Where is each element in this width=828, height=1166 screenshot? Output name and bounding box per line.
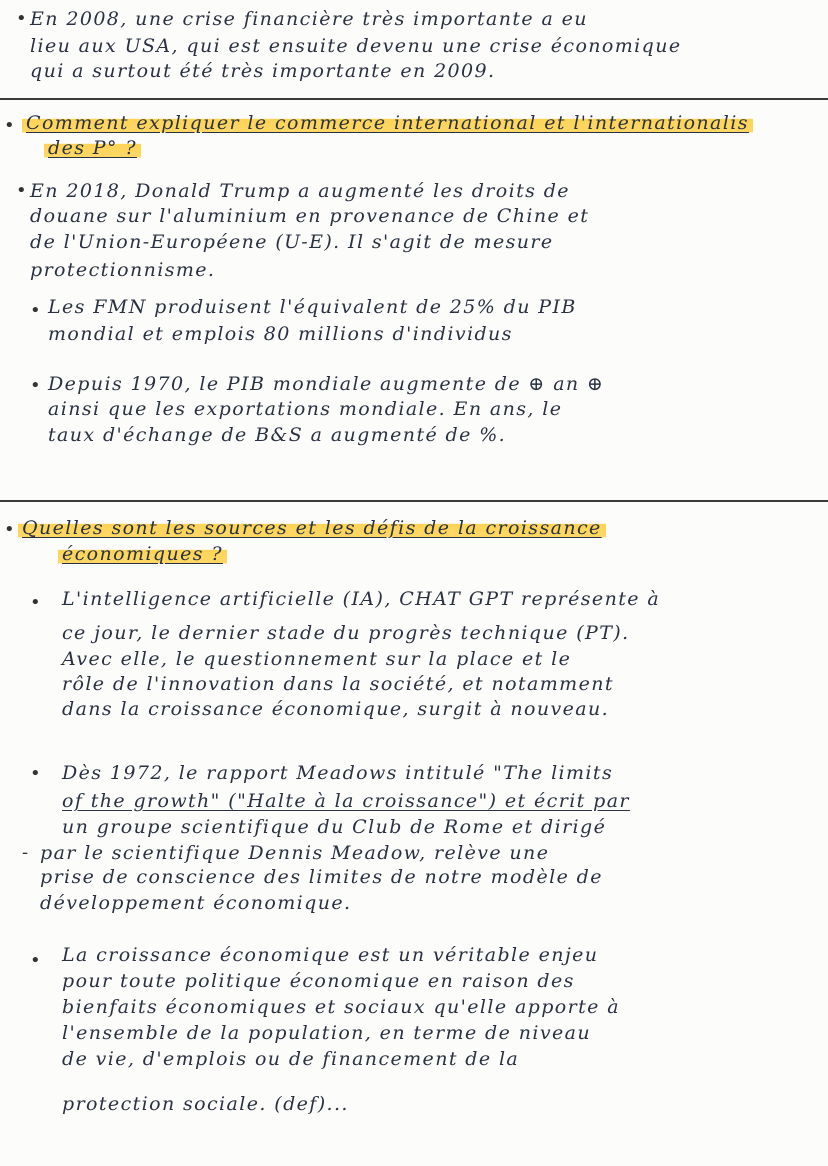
note-line: protection sociale. (def)... [62,1093,349,1115]
bullet-dot: • [4,519,15,540]
bullet-dot: • [30,375,41,396]
section-heading: Comment expliquer le commerce international et l'internationalis [22,112,753,134]
note-line: rôle de l'innovation dans la société, et notamment [62,673,614,695]
intro-line: En 2008, une crise financière très importante a eu [30,8,588,30]
note-line: un groupe scientifique du Club de Rome et dirigé [62,816,607,838]
section-heading: des P° ? [44,137,141,159]
section-heading: Quelles sont les sources et les défis de la croissance [18,517,606,539]
note-line: de vie, d'emplois ou de financement de la [62,1048,520,1070]
bullet-dot: • [30,300,41,321]
note-line: par le scientifique Dennis Meadow, relève une [40,842,550,864]
note-line: En 2018, Donald Trump a augmenté les droits de [30,180,570,202]
note-line: prise de conscience des limites de notre modèle de [40,866,603,888]
note-line: Depuis 1970, le PIB mondiale augmente de ⊕ an ⊕ [48,373,605,395]
note-line: pour toute politique économique en raison des [62,970,575,992]
note-line: protectionnisme. [30,259,216,281]
note-line: ainsi que les exportations mondiale. En ans, le [48,398,563,420]
bullet-dot: • [4,115,15,136]
note-line: L'intelligence artificielle (IA), CHAT GPT représente à [62,588,661,610]
bullet-dot: • [30,763,41,784]
bullet-dot: • [30,950,41,971]
note-line: Avec elle, le questionnement sur la place et le [62,648,572,670]
dash-mark: - [22,842,29,863]
intro-line: lieu aux USA, qui est ensuite devenu une crise économique [30,35,682,57]
section-divider [0,500,828,502]
note-line: of the growth" ("Halte à la croissance") et écrit par [62,790,630,812]
bullet-dot: • [16,8,27,29]
note-line: dans la croissance économique, surgit à nouveau. [62,698,610,720]
section-divider [0,98,828,100]
note-line: l'ensemble de la population, en terme de niveau [62,1022,591,1044]
note-line: Dès 1972, le rapport Meadows intitulé "The limits [62,762,614,784]
note-line: de l'Union-Européene (U-E). Il s'agit de mesure [30,231,554,253]
section-heading: économiques ? [58,543,227,565]
bullet-dot: • [30,592,41,613]
intro-line: qui a surtout été très importante en 2009. [30,60,496,82]
note-line: Les FMN produisent l'équivalent de 25% du PIB [48,296,577,318]
note-line: taux d'échange de B&S a augmenté de %. [48,424,507,446]
note-line: La croissance économique est un véritable enjeu [62,944,599,966]
note-line: douane sur l'aluminium en provenance de Chine et [30,205,590,227]
note-line: bienfaits économiques et sociaux qu'elle apporte à [62,996,620,1018]
note-line: développement économique. [40,892,352,914]
note-line: ce jour, le dernier stade du progrès technique (PT). [62,622,630,644]
bullet-dot: • [16,180,27,201]
note-line: mondial et emplois 80 millions d'individus [48,323,513,345]
